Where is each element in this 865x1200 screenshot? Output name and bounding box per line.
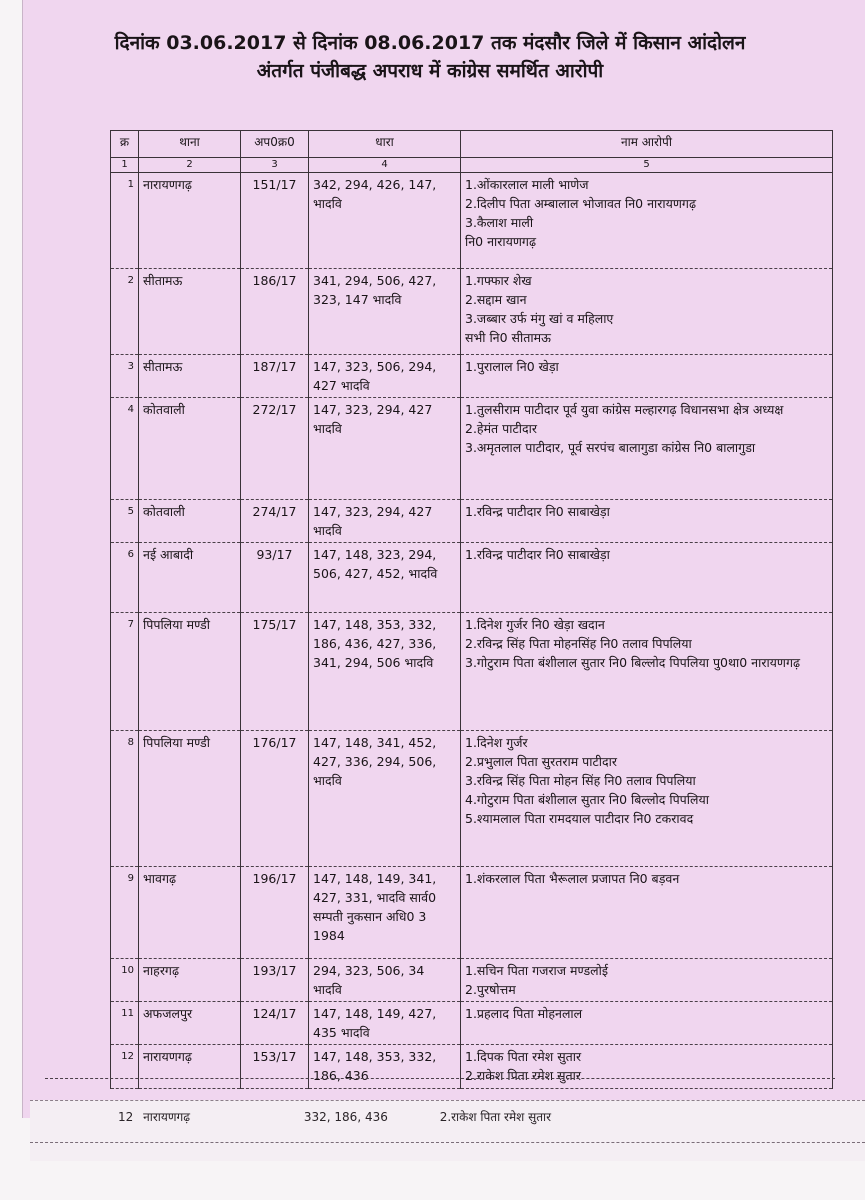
accused-name: 1.गफ्फार शेख [465, 273, 532, 288]
ipc-sections: 147, 148, 341, 452, 427, 336, 294, 506, भादवि [309, 731, 461, 867]
accused-name: 2.रविन्द्र सिंह पिता मोहनसिंह नि0 तलाव पिपलिया [465, 636, 692, 651]
accused-name: 1.तुलसीराम पाटीदार पूर्व युवा कांग्रेस मल्हारगढ़ विधानसभा क्षेत्र अध्यक्ष [465, 402, 784, 417]
accused-name: 3.गोटुराम पिता बंशीलाल सुतार नि0 बिल्लोद पिपलिया पु0था0 नारायणगढ़ [465, 655, 801, 670]
document-title-line-1: दिनांक 03.06.2017 से दिनांक 08.06.2017 तक मंदसौर जिले में किसान आंदोलन [114, 32, 746, 54]
serial-number: 10 [111, 959, 139, 1002]
case-number: 196/17 [241, 867, 309, 959]
underlying-row [118, 1108, 551, 1125]
col-number: 2 [139, 158, 241, 173]
case-number: 175/17 [241, 613, 309, 731]
table-row [111, 500, 833, 543]
ipc-sections: 342, 294, 426, 147, भादवि [309, 173, 461, 269]
case-number: 186/17 [241, 269, 309, 355]
accused-name: नि0 नारायणगढ़ [465, 234, 536, 249]
accused-name: 1.शंकरलाल पिता भैरूलाल प्रजापत नि0 बड़वन [465, 871, 680, 886]
accused-name: 1.दिनेश गुर्जर नि0 खेड़ा खदान [465, 617, 605, 632]
table-row [111, 355, 833, 398]
ipc-sections: 147, 323, 506, 294, 427 भादवि [309, 355, 461, 398]
col-header-sr: क्र [111, 131, 139, 158]
accused-names [461, 543, 833, 613]
case-number: 93/17 [241, 543, 309, 613]
police-station: नई आबादी [139, 543, 241, 613]
col-number: 4 [309, 158, 461, 173]
accused-name: 2.हेमंत पाटीदार [465, 421, 537, 436]
police-station: नाहरगढ़ [139, 959, 241, 1002]
col-header-fir: अप0क्र0 [241, 131, 309, 158]
accused-name: 1.दिनेश गुर्जर [465, 735, 528, 750]
accused-name: 3.जब्बार उर्फ मंगु खां व महिलाए [465, 311, 614, 326]
table-row [111, 867, 833, 959]
serial-number: 12 [111, 1045, 139, 1089]
col-header-accused: नाम आरोपी [461, 131, 833, 158]
accused-name: 1.सचिन पिता गजराज मण्डलोई [465, 963, 608, 978]
serial-number: 9 [111, 867, 139, 959]
accused-table [110, 130, 833, 1089]
accused-name: 4.गोटुराम पिता बंशीलाल सुतार नि0 बिल्लोद पिपलिया [465, 792, 709, 807]
serial-number: 2 [111, 269, 139, 355]
ipc-sections: 147, 148, 149, 341, 427, 331, भादवि सार्व0 सम्पती नुकसान अधि0 3 1984 [309, 867, 461, 959]
ipc-sections: 147, 323, 294, 427 भादवि [309, 398, 461, 500]
accused-name: 2.दिलीप पिता अम्बालाल भोजावत नि0 नारायणगढ़ [465, 196, 696, 211]
serial-number: 3 [111, 355, 139, 398]
ipc-sections: 147, 148, 149, 427, 435 भादवि [309, 1002, 461, 1045]
police-station: पिपलिया मण्डी [139, 613, 241, 731]
table-row [111, 1045, 833, 1089]
col-number: 1 [111, 158, 139, 173]
serial-number: 7 [111, 613, 139, 731]
accused-names [461, 500, 833, 543]
accused-names [461, 731, 833, 867]
table-row [111, 959, 833, 1002]
accused-name: सभी नि0 सीतामऊ [465, 330, 551, 345]
table-row [111, 613, 833, 731]
accused-name: 1.ओंकारलाल माली भाणेज [465, 177, 589, 192]
table-row [111, 1002, 833, 1045]
police-station: पिपलिया मण्डी [139, 731, 241, 867]
table-row [111, 398, 833, 500]
ipc-sections: 147, 148, 323, 294, 506, 427, 452, भादवि [309, 543, 461, 613]
accused-name: 1.रविन्द्र पाटीदार नि0 साबाखेड़ा [465, 504, 610, 519]
ipc-sections: 147, 323, 294, 427 भादवि [309, 500, 461, 543]
serial-number: 4 [111, 398, 139, 500]
document-title-line-2: अंतर्गत पंजीबद्ध अपराध में कांग्रेस समर्थित आरोपी [256, 60, 604, 82]
accused-name: 3.अमृतलाल पाटीदार, पूर्व सरपंच बालागुडा कांग्रेस नि0 बालागुडा [465, 440, 756, 455]
case-number: 272/17 [241, 398, 309, 500]
accused-names [461, 613, 833, 731]
case-number: 274/17 [241, 500, 309, 543]
serial-number: 11 [111, 1002, 139, 1045]
accused-name: 5.श्यामलाल पिता रामदयाल पाटीदार नि0 टकरावद [465, 811, 694, 826]
accused-name: 2.प्रभुलाल पिता सुरतराम पाटीदार [465, 754, 618, 769]
case-number: 193/17 [241, 959, 309, 1002]
underlying-station: नारायणगढ़ [143, 1110, 191, 1124]
page-cut-line [45, 1078, 835, 1079]
serial-number: 8 [111, 731, 139, 867]
police-station: कोतवाली [139, 500, 241, 543]
accused-name: 3.रविन्द्र सिंह पिता मोहन सिंह नि0 तलाव पिपलिया [465, 773, 696, 788]
case-number: 176/17 [241, 731, 309, 867]
police-station: अफजलपुर [139, 1002, 241, 1045]
ipc-sections: 294, 323, 506, 34 भादवि [309, 959, 461, 1002]
column-number-row [111, 158, 833, 173]
accused-name: 1.दिपक पिता रमेश सुतार [465, 1049, 582, 1064]
table-row [111, 543, 833, 613]
police-station: सीतामऊ [139, 269, 241, 355]
table-header-row [111, 131, 833, 158]
serial-number: 5 [111, 500, 139, 543]
accused-names [461, 398, 833, 500]
ipc-sections: 341, 294, 506, 427, 323, 147 भादवि [309, 269, 461, 355]
col-number: 5 [461, 158, 833, 173]
police-station: नारायणगढ़ [139, 1045, 241, 1089]
police-station: सीतामऊ [139, 355, 241, 398]
serial-number: 6 [111, 543, 139, 613]
accused-name: 1.रविन्द्र पाटीदार नि0 साबाखेड़ा [465, 547, 610, 562]
col-number: 3 [241, 158, 309, 173]
accused-names [461, 1045, 833, 1089]
underlying-sections: 332, 186, 436 [303, 1110, 388, 1124]
tear-line [30, 1142, 865, 1143]
police-station: नारायणगढ़ [139, 173, 241, 269]
serial-number: 1 [111, 173, 139, 269]
case-number: 151/17 [241, 173, 309, 269]
accused-names [461, 867, 833, 959]
ipc-sections: 147, 148, 353, 332, 186, 436 [309, 1045, 461, 1089]
col-header-sections: धारा [309, 131, 461, 158]
police-station: कोतवाली [139, 398, 241, 500]
accused-names [461, 269, 833, 355]
case-number: 153/17 [241, 1045, 309, 1089]
police-station: भावगढ़ [139, 867, 241, 959]
accused-name: 2.राकेश पिता रमेश सुतार [465, 1068, 582, 1083]
accused-names [461, 355, 833, 398]
accused-name: 3.कैलाश माली [465, 215, 534, 230]
accused-names [461, 959, 833, 1002]
accused-name: 1.पुरालाल नि0 खेड़ा [465, 359, 559, 374]
case-number: 187/17 [241, 355, 309, 398]
accused-names [461, 1002, 833, 1045]
accused-names [461, 173, 833, 269]
underlying-accused: 2.राकेश पिता रमेश सुतार [439, 1110, 552, 1124]
ipc-sections: 147, 148, 353, 332, 186, 436, 427, 336, 341, 294, 506 भादवि [309, 613, 461, 731]
accused-name: 2.सद्दाम खान [465, 292, 527, 307]
case-number: 124/17 [241, 1002, 309, 1045]
table-row [111, 173, 833, 269]
underlying-sr: 12 [118, 1110, 134, 1124]
table-row [111, 269, 833, 355]
col-header-station: थाना [139, 131, 241, 158]
table-row [111, 731, 833, 867]
accused-name: 1.प्रहलाद पिता मोहनलाल [465, 1006, 583, 1021]
accused-name: 2.पुरषोत्तम [465, 982, 516, 997]
